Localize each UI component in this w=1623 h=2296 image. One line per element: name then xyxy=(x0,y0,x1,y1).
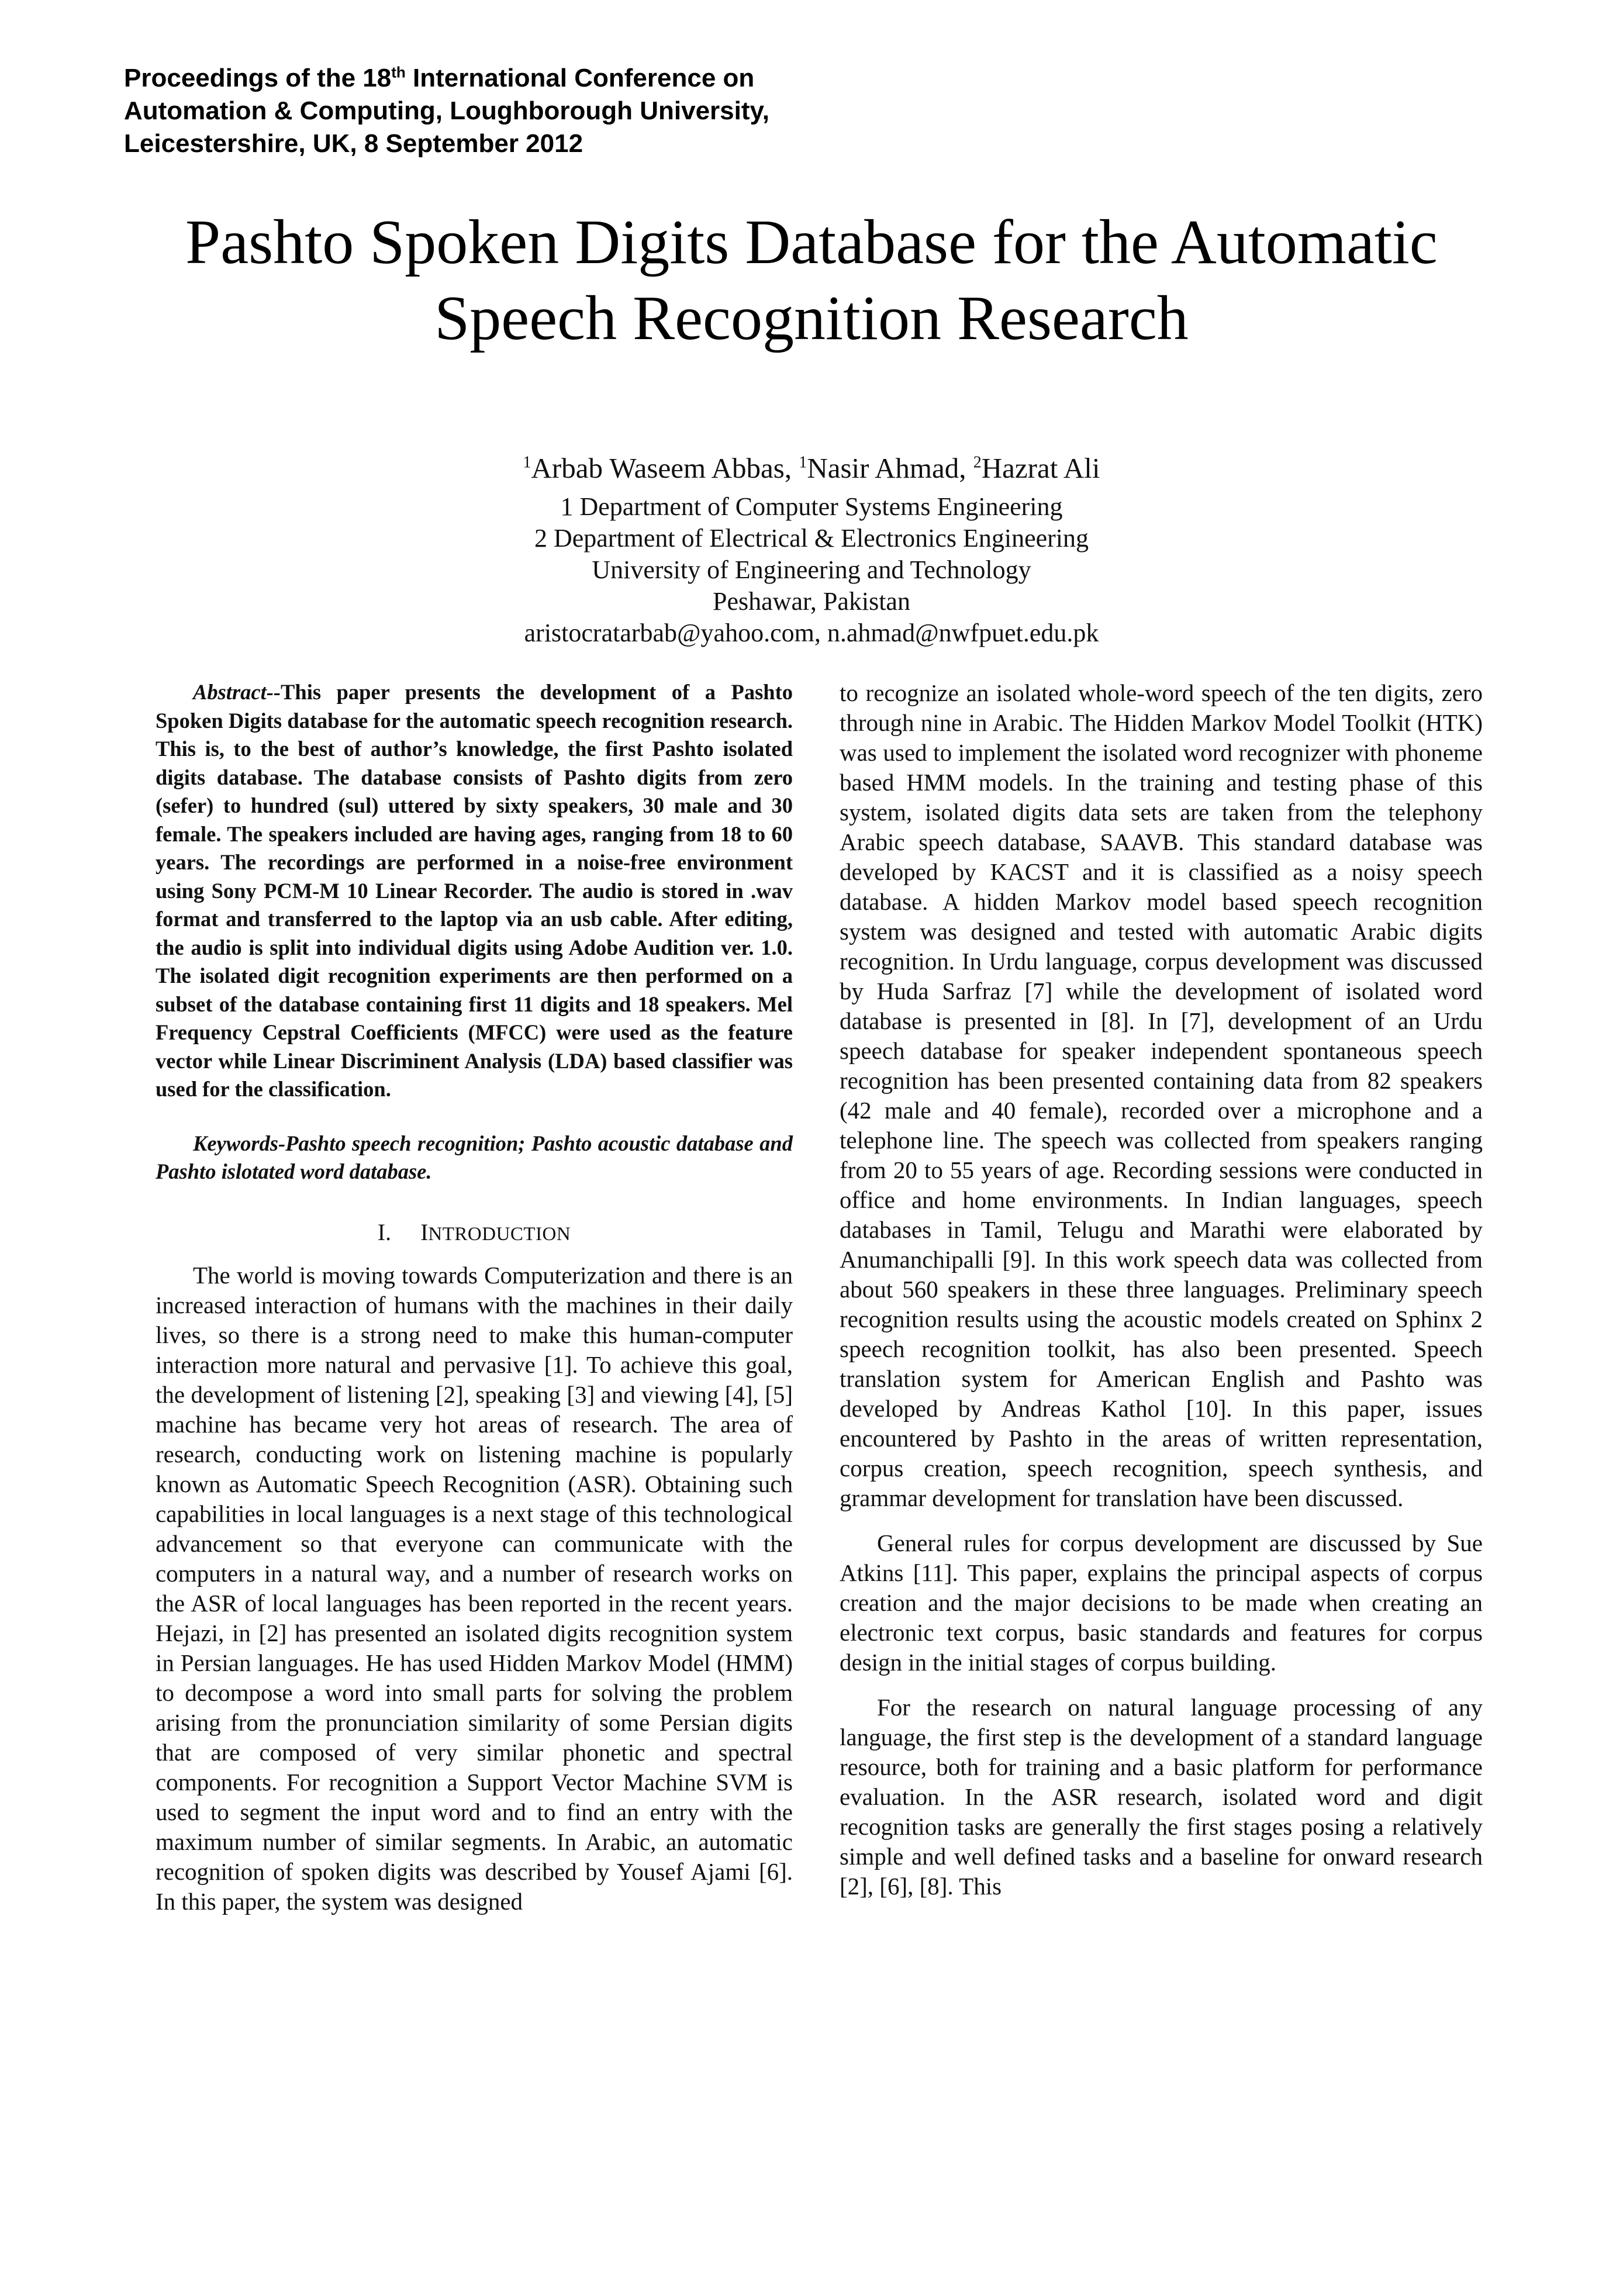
university: University of Engineering and Technology xyxy=(592,555,1031,584)
proceedings-line-1 xyxy=(124,62,884,95)
affiliation-block xyxy=(234,491,1389,649)
keywords: Keywords-Pashto speech recognition; Pashto acoustic database and Pashto islotated word database. xyxy=(156,1131,793,1183)
proceedings-text: Proceedings of the 18 xyxy=(124,64,392,92)
introduction-paragraph-2: General rules for corpus development are discussed by Sue Atkins [11]. This paper, explains the principal aspects of corpus creation and the major decisions to be made when creating an electronic text corpus, basic standards and features for corpus design in the initial stages of corpus building. xyxy=(840,1529,1483,1676)
author-3: Hazrat Ali xyxy=(981,452,1100,484)
ordinal-superscript: th xyxy=(391,63,406,81)
section-number: I. xyxy=(377,1218,392,1245)
section-title-rest: NTRODUCTION xyxy=(428,1223,571,1245)
abstract xyxy=(156,678,793,1104)
department-1: 1 Department of Computer Systems Engineering xyxy=(560,492,1063,521)
section-title-initial: I xyxy=(420,1218,429,1245)
author-emails: aristocratarbab@yahoo.com, n.ahmad@nwfpuet.edu.pk xyxy=(524,619,1099,647)
proceedings-line-3: Leicestershire, UK, 8 September 2012 xyxy=(124,129,583,158)
proceedings-header xyxy=(124,62,884,160)
author-3-affiliation-mark: 2 xyxy=(973,453,982,472)
paper-title xyxy=(88,205,1535,357)
introduction-paragraph-1: The world is moving towards Computerization and there is an increased interaction of humans with the machines in their daily lives, so there is a strong need to make this human-computer interaction more natural and pervasive [1]. To achieve this goal, the development of listening [2], speaking [3] and viewing [4], [5] machine has became very hot areas of research. The area of research, conducting work on listening machine is popularly known as Automatic Speech Recognition (ASR). Obtaining such capabilities in local languages is a next stage of this technological advancement so that everyone can communicate with the computers in a natural way, and a number of research works on the ASR of local languages has been reported in the recent years. Hejazi, in [2] has presented an isolated digits recognition system in Persian languages. He has used Hidden Markov Model (HMM) to decompose a word into small parts for solving the problem arising from the pronunciation similarity of some Persian digits that are composed of very similar phonetic and spectral components. For recognition a Support Vector Machine SVM is used to segment the input word and to find an entry with the maximum number of similar segments. In Arabic, an automatic recognition of spoken digits was described by Yousef Ajami [6]. In this paper, the system was designed xyxy=(156,1261,793,1915)
abstract-label: Abstract-- xyxy=(193,680,281,704)
proceedings-line-2: Automation & Computing, Loughborough University, xyxy=(124,96,769,125)
author-2-affiliation-mark: 1 xyxy=(799,453,807,472)
abstract-text: This paper presents the development of a Pashto Spoken Digits database for the automatic speech recognition research. This is, to the best of author’s knowledge, the first Pashto isolated digits database. The database consists of Pashto digits from zero (sefer) to hundred (sul) uttered by sixty speakers, 30 male and 30 female. The speakers included are having ages, ranging from 18 to 60 years. The recordings are performed in a noise-free environment using Sony PCM-M 10 Linear Recorder. The audio is stored in .wav format and transferred to the laptop via an usb cable. After editing, the audio is split into individual digits using Adobe Audition ver. 1.0. The isolated digit recognition experiments are then performed on a subset of the database containing first 11 digits and 18 speakers. Mel Frequency Cepstral Coefficients (MFCC) were used as the feature vector while Linear Discriminent Analysis (LDA) based classifier was used for the classification. xyxy=(156,680,793,1101)
proceedings-text-cont: International Conference on xyxy=(405,64,755,92)
department-2: 2 Department of Electrical & Electronics Engineering xyxy=(534,524,1089,553)
title-line-2: Speech Recognition Research xyxy=(434,284,1189,353)
title-line-1: Pashto Spoken Digits Database for the Automatic xyxy=(185,208,1438,277)
introduction-paragraph-3: For the research on natural language processing of any language, the first step is the development of a standard language resource, both for training and a basic platform for performance evaluation. In the ASR research, isolated word and digit recognition tasks are generally the first stages posing a relatively simple and well defined tasks and a baseline for onward research [2], [6], [8]. This xyxy=(840,1694,1483,1900)
author-1-affiliation-mark: 1 xyxy=(523,453,531,472)
right-column xyxy=(840,678,1483,1901)
introduction-paragraph-1-continued: to recognize an isolated whole-word speech of the ten digits, zero through nine in Arabic. The Hidden Markov Model Toolkit (HTK) was used to implement the isolated word recognizer with phoneme based HMM models. In the training and testing phase of this system, isolated digits data sets are taken from the telephony Arabic speech database, SAAVB. This standard database was developed by KACST and it is classified as a noisy speech database. A hidden Markov model based speech recognition system was designed and tested with automatic Arabic digits recognition. In Urdu language, corpus development was discussed by Huda Sarfraz [7] while the development of isolated word database is presented in [8]. In [7], development of an Urdu speech database for speaker independent spontaneous speech recognition has been presented containing data from 82 speakers (42 male and 40 female), recorded over a microphone and a telephone line. The speech was collected from speakers ranging from 20 to 55 years of age. Recording sessions were conducted in office and home environments. In Indian languages, speech databases in Tamil, Telugu and Marathi were elaborated by Anumanchipalli [9]. In this work speech data was collected from about 560 speakers in these three languages. Preliminary speech recognition results using the acoustic models created on Sphinx 2 speech recognition toolkit, has also been presented. Speech translation system for American English and Pashto was developed by Andreas Kathol [10]. In this paper, issues encountered by Pashto in the areas of written representation, corpus creation, speech recognition, speech synthesis, and grammar development for translation have been discussed. xyxy=(840,679,1483,1511)
author-1: Arbab Waseem Abbas, xyxy=(531,452,799,484)
author-2: Nasir Ahmad, xyxy=(807,452,973,484)
left-column xyxy=(156,678,793,1917)
author-list xyxy=(234,450,1389,486)
section-heading-introduction xyxy=(156,1218,793,1249)
city: Peshawar, Pakistan xyxy=(713,587,910,616)
